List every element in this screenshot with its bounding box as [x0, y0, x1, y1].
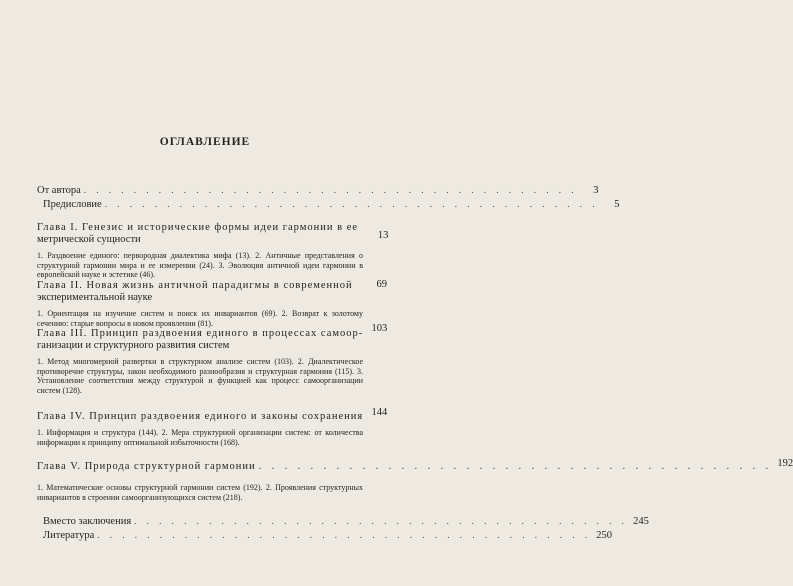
leader-dots: . . . . . . . . . . . . . . . . . . . . . . . . . . . . . . . . . . . . . . . . [104, 199, 599, 209]
toc-entry-label: Глава V. Природа структурной гармонии [37, 461, 256, 472]
toc-page-number: 13 [377, 230, 389, 241]
toc-page-number: 103 [371, 323, 388, 334]
toc-entry-references[interactable] [37, 529, 612, 542]
toc-entry-conclusion[interactable] [37, 515, 649, 528]
toc-entry-author[interactable] [37, 184, 599, 197]
toc-entry-label: Предисловие [43, 199, 102, 210]
toc-entry-preface[interactable] [37, 198, 620, 211]
toc-entry-label-continuation: метрической сущности [37, 234, 141, 245]
toc-page-number: 3 [593, 185, 599, 196]
page-title: ОГЛАВЛЕНИЕ [159, 136, 251, 148]
toc-entry-label: Глава IV. Принцип раздвоения единого и законы сохранения [37, 411, 364, 422]
toc-page-number: 69 [376, 279, 387, 290]
toc-entry-chapter-1[interactable] [37, 221, 387, 280]
leader-dots: . . . . . . . . . . . . . . . . . . . . . . . . . . . . . . . . . . . . . . . . [83, 185, 578, 195]
toc-entry-label: Глава III. Принцип раздвоения единого в процессах самоор- [37, 328, 364, 339]
toc-entry-label: Вместо заключения [43, 516, 132, 527]
toc-subsections: 1. Ориентация на изучение систем и поиск их инвариантов (69). 2. Возврат к золотому сечению: старые вопросы в новом проявлении (81). [37, 309, 363, 328]
toc-entry-label: Глава I. Генезис и исторические формы идеи гармонии в ее [37, 222, 359, 233]
toc-entry-chapter-4[interactable] [37, 407, 388, 447]
toc-subsections: 1. Раздвоение единого: первородная диалектика мифа (13). 2. Античные представления о структурной гармонии мира и ее измерении (24). 3. Эволюция античной идеи гармонии в европейской науке и эстетике (46). [37, 251, 363, 279]
toc-subsections: 1. Математические основы структурной гармонии систем (192). 2. Проявления структурных инвариантов в строении самоорганизующихся систем (218). [37, 483, 363, 502]
toc-entry-chapter-2[interactable] [37, 279, 387, 328]
toc-page-number: 144 [371, 407, 388, 418]
toc-entry-label-continuation: экспериментальной науке [37, 292, 153, 303]
toc-entry-chapter-3[interactable] [37, 323, 388, 395]
toc-subsections: 1. Метод многомерной развертки в структурном анализе систем (103). 2. Диалектическое противоречие структуры, закон необходимого разнообразия и структурная гармония (115). 3. Установление соответствия между структурой и функцией как процесс самоорганизации систем (128). [37, 357, 363, 395]
toc-entry-label: Глава II. Новая жизнь античной парадигмы в современной [37, 280, 353, 291]
leader-dots: . . . . . . . . . . . . . . . . . . . . . . . . . . . . . . . . . . . . . . . . [97, 530, 591, 540]
toc-page-number: 5 [614, 199, 620, 210]
toc-page-number: 250 [596, 530, 612, 541]
leader-dots: . . . . . . . . . . . . . . . . . . . . . . . . . . . . . . . . . . . . . . . . [134, 516, 628, 526]
toc-entry-chapter-5[interactable] [37, 458, 793, 502]
toc-entry-label: От автора [37, 185, 81, 196]
toc-subsections: 1. Информация и структура (144). 2. Мера структурной организации систем: от количества информации к принципу оптимальной избыточности (168). [37, 428, 363, 447]
toc-entry-label: Литература [43, 530, 95, 541]
toc-entry-label-continuation: ганизации и структурного развития систем [37, 340, 230, 351]
toc-page-number: 245 [633, 516, 649, 527]
leader-dots: . . . . . . . . . . . . . . . . . . . . . . . . . . . . . . . . . . . . . . . . [258, 461, 773, 472]
toc-page-number: 192 [777, 458, 793, 469]
